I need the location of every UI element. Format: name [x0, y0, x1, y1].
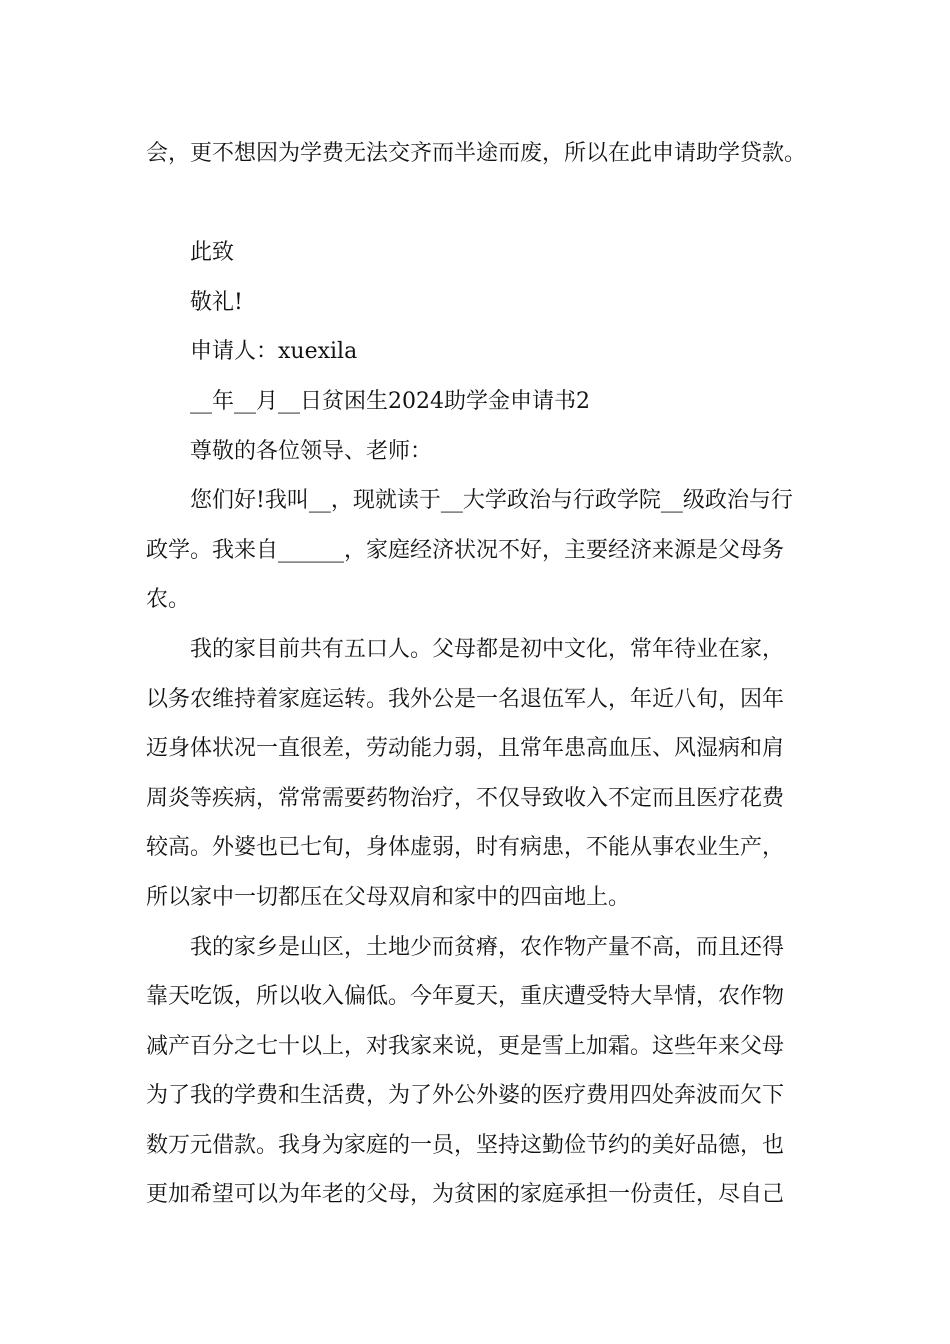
text-line: 以务农维持着家庭运转。我外公是一名退伍军人，年近八旬，因年: [146, 686, 785, 712]
text-line: 更加希望可以为年老的父母，为贫困的家庭承担一份责任，尽自己: [146, 1182, 785, 1208]
closing-phrase: 此致: [190, 240, 235, 266]
text-line: 迈身体状况一直很差，劳动能力弱，且常年患高血压、风湿病和肩: [146, 736, 785, 762]
applicant-line: 申请人：xuexila: [190, 339, 358, 365]
salutation: 敬礼!: [190, 289, 243, 315]
text-line: 为了我的学费和生活费，为了外公外婆的医疗费用四处奔波而欠下: [146, 1083, 785, 1109]
document-body: [146, 129, 812, 1220]
text-line: 会，更不想因为学费无法交齐而半途而废，所以在此申请助学贷款。: [146, 141, 807, 166]
text-line: 较高。外婆也已七旬，身体虚弱，时有病患，不能从事农业生产，: [146, 835, 785, 861]
text-line: 减产百分之七十以上，对我家来说，更是雪上加霜。这些年来父母: [146, 1033, 785, 1059]
text-line: 农。: [146, 587, 191, 613]
date-title-line: __年__月__日贫困生2024助学金申请书2: [190, 388, 590, 414]
text-line: 您们好!我叫__，现就读于__大学政治与行政学院__级政治与行: [190, 488, 793, 514]
text-line: 靠天吃饭，所以收入偏低。今年夏天，重庆遭受特大旱情，农作物: [146, 984, 785, 1010]
text-line: 我的家目前共有五口人。父母都是初中文化，常年待业在家，: [190, 636, 785, 662]
text-line: 周炎等疾病，常常需要药物治疗，不仅导致收入不定而且医疗花费: [146, 785, 785, 811]
text-line: 数万元借款。我身为家庭的一员，坚持这勤俭节约的美好品德，也: [146, 1132, 785, 1158]
text-line: 所以家中一切都压在父母双肩和家中的四亩地上。: [146, 884, 631, 910]
greeting-line: 尊敬的各位领导、老师：: [190, 438, 433, 464]
text-line: 我的家乡是山区，土地少而贫瘠，农作物产量不高，而且还得: [190, 934, 785, 960]
text-line: 政学。我来自______，家庭经济状况不好，主要经济来源是父母务: [146, 537, 785, 563]
paragraph-gap: [146, 179, 812, 229]
